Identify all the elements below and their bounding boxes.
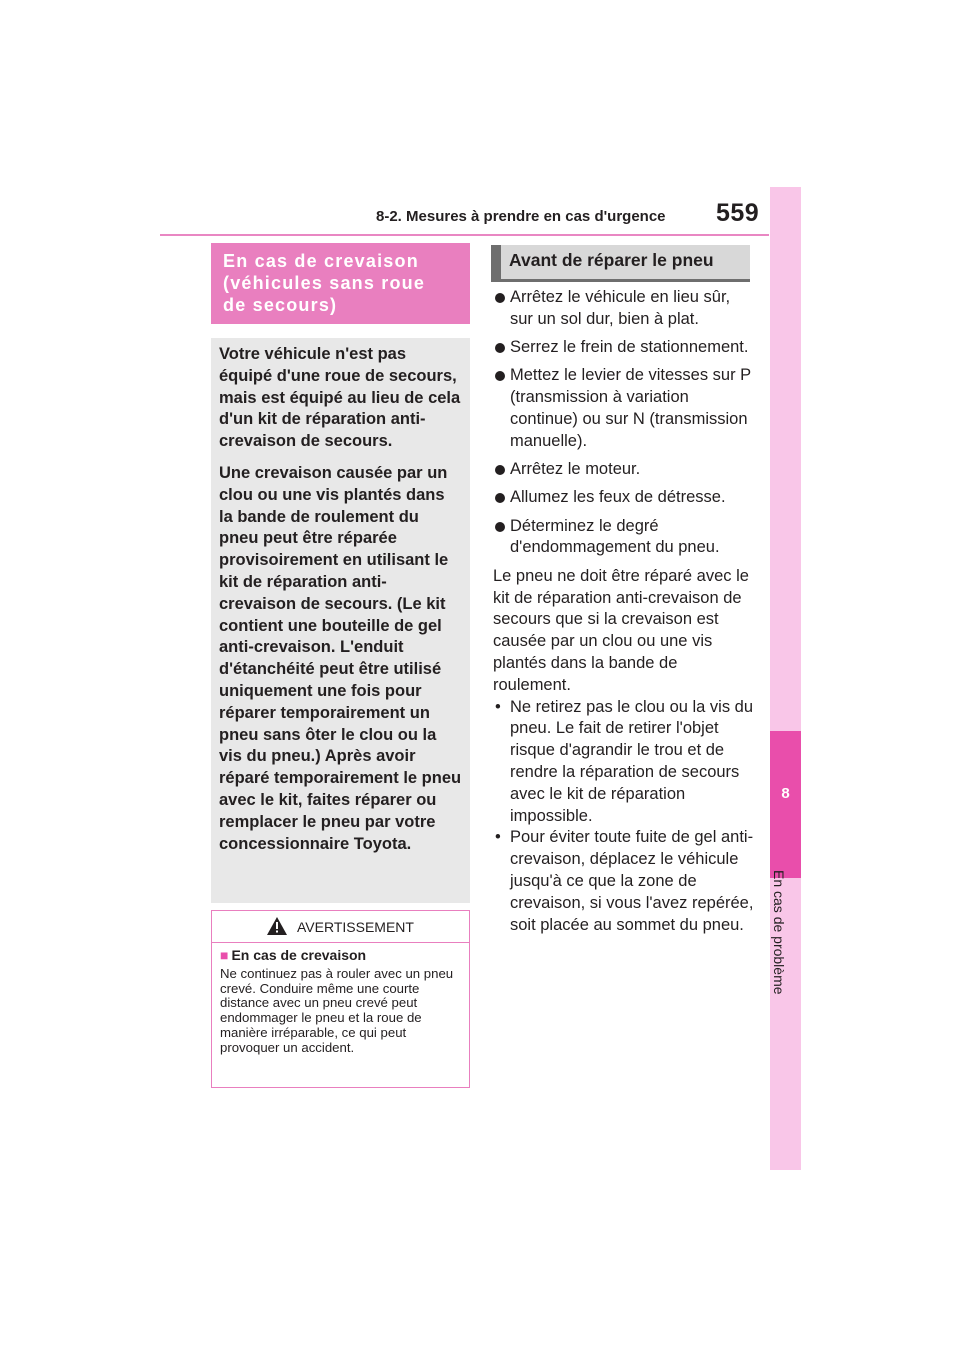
list-item-text: Serrez le frein de stationnement. (510, 338, 749, 357)
list-item (493, 459, 755, 481)
heading-line: (véhicules sans roue (223, 273, 426, 293)
list-item (493, 487, 755, 509)
list-item-text: Allumez les feux de détresse. (510, 488, 726, 507)
heading-line: En cas de crevaison (223, 251, 419, 271)
warning-text: Ne continuez pas à rouler avec un pneu crevé. Conduire même une courte distance avec un pneu crevé peut endommager le pneu et la roue de manière irréparable, ce qui peut provoquer un accident. (220, 966, 454, 1055)
chapter-marker (770, 731, 801, 878)
bullet-dot-icon (495, 522, 505, 532)
dash-marker: • (495, 697, 501, 716)
page-number: 559 (716, 199, 760, 227)
section-heading-flat-tire (211, 243, 470, 324)
warning-subtitle-text: En cas de crevaison (231, 947, 367, 963)
bullet-dot-icon (495, 293, 505, 303)
list-item (493, 516, 755, 560)
dash-item (493, 697, 755, 828)
bullet-dot-icon (495, 493, 505, 503)
warning-triangle-icon (267, 917, 287, 935)
dash-item-text: Ne retirez pas le clou ou la vis du pneu. Le fait de retirer l'objet risque d'agrandir le trou et de rendre la réparation de secours avec le kit de réparation impossible. (510, 697, 754, 825)
chapter-side-tab (770, 187, 801, 1170)
bullet-dot-icon (495, 371, 505, 381)
list-item (493, 365, 755, 452)
header-rule (160, 234, 769, 236)
warning-subtitle (220, 947, 461, 963)
right-column (493, 287, 755, 936)
list-item (493, 287, 755, 331)
dash-list (493, 697, 755, 937)
list-item-text: Mettez le levier de vitesses sur P (transmission à variation continue) ou sur N (transmission manuelle). (510, 366, 751, 450)
intro-box (211, 338, 470, 903)
list-item-text: Déterminez le degré d'endommagement du pneu. (510, 516, 720, 557)
section-title: 8-2. Mesures à prendre en cas d'urgence (376, 208, 666, 225)
intro-paragraph: Votre véhicule n'est pas équipé d'une roue de secours, mais est équipé au lieu de cela d'un kit de réparation anti-crevaison de secours. (219, 345, 461, 451)
heading-line: de secours) (223, 295, 338, 315)
intro-paragraph: Une crevaison causée par un clou ou une vis plantés dans la bande de roulement du pneu peut être réparée provisoirement en utilisant le kit de réparation anti-crevaison de secours. (Le kit contient une bouteille de gel anti-crevaison. L'enduit d'étanchéité peut être utilisé uniquement une fois pour réparer temporairement un pneu sans ôter le clou ou la vis du pneu.) Après avoir réparé temporairement le pneu avec le kit, faites réparer ou remplacer le pneu par votre concessionnaire Toyota. (219, 463, 462, 853)
warning-title: AVERTISSEMENT (297, 919, 414, 935)
bullet-dot-icon (495, 465, 505, 475)
square-marker-icon: ■ (220, 947, 229, 963)
dash-marker: • (495, 828, 501, 847)
dash-item (493, 827, 755, 936)
checklist (493, 287, 755, 559)
list-item (493, 337, 755, 359)
list-item-text: Arrêtez le véhicule en lieu sûr, sur un sol dur, bien à plat. (510, 288, 731, 328)
chapter-title-text: En cas de problème (771, 870, 787, 995)
bullet-dot-icon (495, 343, 505, 353)
dash-item-text: Pour éviter toute fuite de gel anti-crevaison, déplacez le véhicule jusqu'à ce que la zone de crevaison, si vous l'avez repérée, soit placée au sommet du pneu. (510, 828, 754, 934)
warning-header (212, 911, 469, 943)
repair-condition-paragraph: Le pneu ne doit être réparé avec le kit de réparation anti-crevaison de secours que si la crevaison est causée par un clou ou une vis plantés dans la bande de roulement. (493, 566, 749, 694)
warning-box (211, 910, 470, 1088)
list-item-text: Arrêtez le moteur. (510, 460, 641, 479)
chapter-number: 8 (781, 785, 790, 802)
section-heading-before-repair: Avant de réparer le pneu (491, 245, 750, 279)
warning-body (212, 947, 469, 1055)
